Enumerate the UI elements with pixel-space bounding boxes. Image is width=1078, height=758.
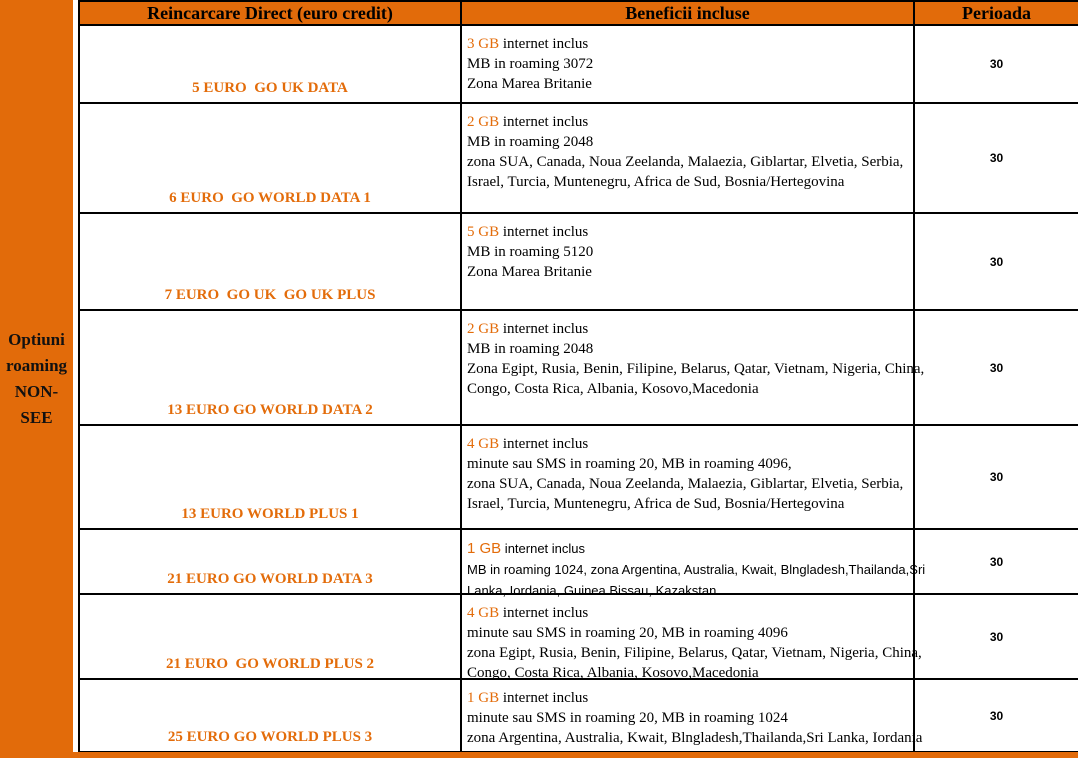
header-beneficii: Beneficii incluse [462, 2, 915, 24]
benefit-line-first: 1 GB internet inclus [467, 540, 586, 557]
data-amount: 4 GB [467, 436, 500, 452]
table-row [80, 426, 1078, 530]
benefit-line: Lanka, Iordania, Guinea Bissau, Kazakstan [467, 583, 717, 598]
benefit-line: zona SUA, Canada, Noua Zeelanda, Malaezia, Giblartar, Elvetia, Serbia, [467, 476, 904, 492]
plan-label: 5 EURO GO UK DATA [192, 80, 348, 96]
benefit-line: Israel, Turcia, Muntenegru, Africa de Sud, Bosnia/Hertegovina [467, 174, 845, 190]
table-row [80, 311, 1078, 426]
benefits-cell [462, 311, 925, 424]
roaming-category-band [0, 0, 73, 758]
plan-label: 13 EURO WORLD PLUS 1 [181, 506, 359, 522]
benefit-line: MB in roaming 3072 [467, 56, 594, 72]
period-value: 30 [989, 708, 1004, 723]
benefits-cell [462, 214, 915, 309]
bottom-orange-strip [0, 752, 1078, 758]
period-value: 30 [989, 151, 1004, 165]
roaming-options-table [78, 0, 1078, 753]
benefit-line: zona SUA, Canada, Noua Zeelanda, Malaezia, Giblartar, Elvetia, Serbia, [467, 154, 904, 170]
benefit-line: MB in roaming 2048 [467, 341, 594, 357]
benefit-line-first: 1 GB internet inclus [467, 690, 589, 706]
benefit-line-first: 2 GB internet inclus [467, 114, 589, 130]
benefit-line: zona Argentina, Australia, Kwait, Blngladesh,Thailanda,Sri Lanka, Iordania [467, 730, 923, 746]
benefits-cell [462, 26, 915, 102]
benefit-line: Congo, Costa Rica, Albania, Kosovo,Macedonia [467, 665, 759, 681]
benefit-line: minute sau SMS in roaming 20, MB in roaming 4096 [467, 625, 788, 641]
period-value: 30 [989, 57, 1004, 71]
plan-label: 21 EURO GO WORLD DATA 3 [167, 571, 373, 587]
period-value: 30 [989, 629, 1004, 644]
benefit-line: Zona Egipt, Rusia, Benin, Filipine, Belarus, Qatar, Vietnam, Nigeria, China, [467, 361, 925, 377]
benefit-line: MB in roaming 1024, zona Argentina, Australia, Kwait, Blngladesh,Thailanda,Sri [467, 562, 926, 577]
period-value: 30 [989, 360, 1004, 375]
benefit-line: minute sau SMS in roaming 20, MB in roaming 1024 [467, 710, 788, 726]
data-amount: 5 GB [467, 224, 500, 240]
data-amount: 1 GB [467, 540, 502, 557]
benefits-cell [462, 530, 926, 598]
table-row [80, 104, 1078, 214]
table-row [80, 26, 1078, 104]
plan-label: 21 EURO GO WORLD PLUS 2 [165, 656, 375, 672]
benefits-cell [462, 104, 915, 212]
benefit-line: MB in roaming 2048 [467, 134, 594, 150]
plan-label: 25 EURO GO WORLD PLUS 3 [167, 729, 373, 745]
benefits-cell [462, 680, 923, 751]
benefit-line: Zona Marea Britanie [467, 264, 592, 280]
table-header-row [80, 2, 1078, 26]
benefit-line-first: 5 GB internet inclus [467, 224, 589, 240]
benefit-line: MB in roaming 5120 [467, 244, 594, 260]
roaming-category-label: Optiuni roaming NON-SEE [5, 330, 68, 427]
table-body [80, 26, 1078, 753]
benefit-line-first: 2 GB internet inclus [467, 321, 589, 337]
benefit-line: zona Egipt, Rusia, Benin, Filipine, Belarus, Qatar, Vietnam, Nigeria, China, [467, 645, 922, 661]
table-row [80, 214, 1078, 311]
benefits-cell [462, 595, 922, 681]
data-amount: 2 GB [467, 321, 500, 337]
period-value: 30 [989, 254, 1004, 269]
plan-label: 13 EURO GO WORLD DATA 2 [167, 402, 373, 418]
benefits-cell [462, 426, 915, 528]
data-amount: 3 GB [467, 36, 500, 52]
period-value: 30 [989, 554, 1004, 569]
period-value: 30 [989, 470, 1004, 484]
header-reincarcare: Reincarcare Direct (euro credit) [80, 2, 462, 24]
benefit-line: Zona Marea Britanie [467, 76, 592, 92]
benefit-line-first: 4 GB internet inclus [467, 605, 589, 621]
benefit-line: minute sau SMS in roaming 20, MB in roaming 4096, [467, 456, 792, 472]
benefit-line-first: 3 GB internet inclus [467, 36, 589, 52]
benefit-line: Israel, Turcia, Muntenegru, Africa de Sud, Bosnia/Hertegovina [467, 496, 845, 512]
benefit-line: Congo, Costa Rica, Albania, Kosovo,Macedonia [467, 381, 759, 397]
table-row [80, 530, 1078, 598]
table-row [80, 595, 1078, 680]
plan-label: 7 EURO GO UK GO UK PLUS [164, 287, 376, 303]
data-amount: 4 GB [467, 605, 500, 621]
data-amount: 2 GB [467, 114, 500, 130]
table-row [80, 680, 1078, 753]
benefit-line-first: 4 GB internet inclus [467, 436, 589, 452]
data-amount: 1 GB [467, 690, 500, 706]
header-perioada: Perioada [915, 2, 1078, 24]
plan-label: 6 EURO GO WORLD DATA 1 [169, 190, 371, 206]
